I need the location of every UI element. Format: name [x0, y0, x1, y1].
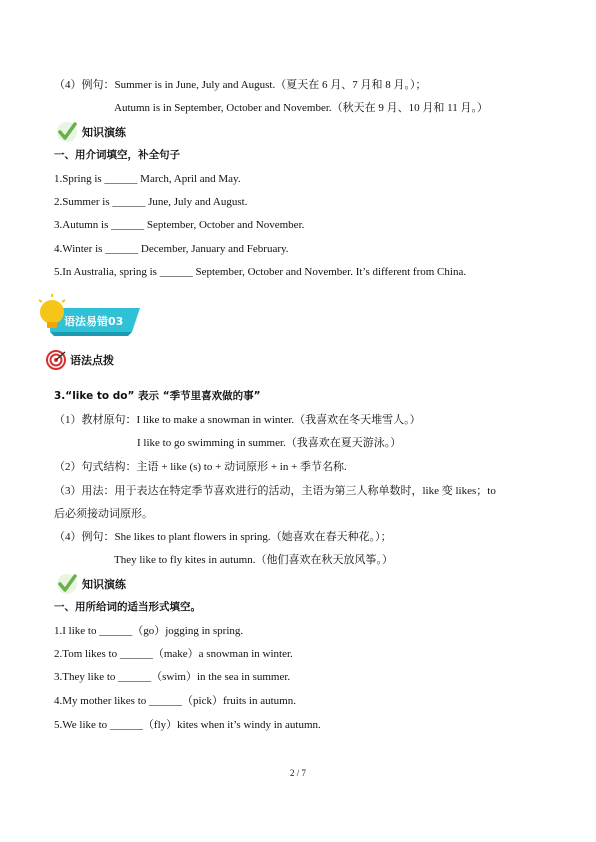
grammar-line-6: （4）例句：She likes to plant flowers in spring.（她喜欢在春天种花。）； — [54, 531, 392, 543]
practice2-item-3: 3.They like to ______（swim）in the sea in summer. — [54, 671, 291, 683]
grammar-line-5: 后必须接动词原形。 — [54, 508, 153, 520]
practice2-item-5: 5.We like to ______（fly）kites when it’s windy in autumn. — [54, 719, 321, 731]
practice1-item-4: 4.Winter is ______ December, January and February. — [54, 243, 289, 255]
practice2-item-4: 4.My mother likes to ______（pick）fruits in autumn. — [54, 695, 296, 707]
grammar-title: 3.“like to do” 表示 “季节里喜欢做的事” — [54, 390, 261, 402]
grammar-line-3: （2）句式结构：主语 + like (s) to + 动词原形 + in + 季节名称. — [54, 461, 347, 473]
practice2-item-2: 2.Tom likes to ______（make）a snowman in winter. — [54, 648, 293, 660]
section-banner — [36, 292, 146, 342]
grammar-line-7: They like to fly kites in autumn.（他们喜欢在秋天放风筝。） — [114, 554, 393, 566]
practice-badge-2 — [56, 573, 126, 595]
checkmark-badge-icon — [56, 573, 78, 595]
practice2-item-1: 1.I like to ______（go）jogging in spring. — [54, 625, 244, 637]
checkmark-badge-icon — [56, 121, 78, 143]
practice1-item-3: 3.Autumn is ______ September, October and November. — [54, 219, 305, 231]
grammar-point-label: 语法点拨 — [70, 354, 114, 367]
practice1-item-5: 5.In Australia, spring is ______ September, October and November. It’s different from China. — [54, 266, 467, 278]
section-banner-label: 语法易错03 — [64, 315, 124, 328]
grammar-point-badge — [46, 350, 114, 370]
practice1-item-2: 2.Summer is ______ June, July and August. — [54, 196, 248, 208]
practice1-heading: 一、用介词填空，补全句子 — [54, 149, 180, 161]
practice2-heading: 一、用所给词的适当形式填空。 — [54, 601, 201, 613]
practice-badge-label: 知识演练 — [82, 126, 126, 139]
grammar-line-1: （1）教材原句：I like to make a snowman in winter.（我喜欢在冬天堆雪人。） — [54, 414, 421, 426]
grammar-line-2: I like to go swimming in summer.（我喜欢在夏天游泳。） — [137, 437, 402, 449]
grammar-line-4: （3）用法：用于表达在特定季节喜欢进行的活动，主语为第三人称单数时，like 变 likes；to — [54, 485, 496, 497]
target-icon — [46, 350, 66, 370]
practice1-item-1: 1.Spring is ______ March, April and May. — [54, 173, 241, 185]
page-number: 2 / 7 — [289, 768, 306, 778]
example4-line2: Autumn is in September, October and November.（秋天在 9 月、10 月和 11 月。） — [114, 102, 489, 114]
practice-badge-1 — [56, 121, 126, 143]
practice-badge-label: 知识演练 — [82, 578, 126, 591]
example4-line1: （4）例句：Summer is in June, July and August.（夏天在 6 月、7 月和 8 月。）； — [54, 79, 427, 91]
